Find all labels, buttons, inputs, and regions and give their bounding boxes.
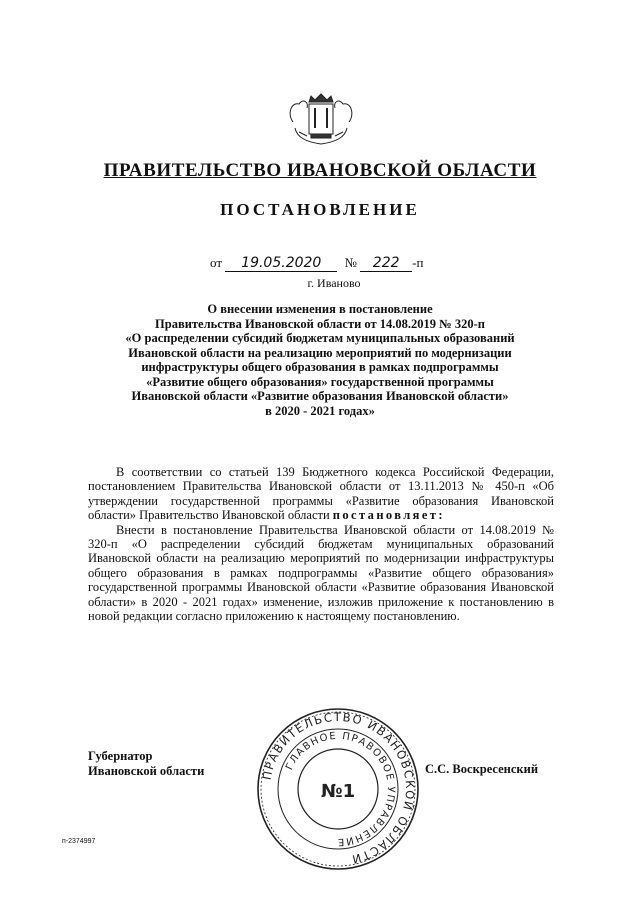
signatory-position: [88, 749, 204, 779]
city-label: г. Иваново: [307, 276, 361, 290]
body-text: [88, 465, 554, 623]
subject-line: «Развитие общего образования» государственной программы: [146, 374, 494, 389]
subject-line: Правительства Ивановской области от 14.08.2019 № 320-п: [155, 316, 485, 331]
stamp-center-number: №1: [320, 781, 356, 802]
number-suffix: -п: [412, 255, 424, 270]
signatory-name: С.С. Воскресенский: [425, 762, 539, 776]
document-date: 19.05.2020: [225, 255, 337, 272]
body-paragraph: [88, 465, 554, 523]
subject-line: Ивановской области на реализацию мероприятий по модернизации: [128, 345, 512, 360]
document-number: 222: [360, 255, 412, 272]
subject-line: «О распределении субсидий бюджетам муниципальных образований: [125, 331, 515, 345]
body-paragraph: Внести в постановление Правительства Ивановской области от 14.08.2019 № 320-п «О распределении субсидий бюджетам муниципальных образований Ивановской области на реализацию мероприятий по модернизации инфраструктуры общего образования в рамках подпрограммы «Развитие общего образования» государственной программы Ивановской области «Развитие образования Ивановской области» в 2020 - 2021 годах» изменение, изложив приложение к постановлению в новой редакции согласно приложению к настоящему постановлению.: [88, 522, 554, 624]
resolution-word: постановляет:: [332, 508, 445, 523]
subject-line: инфраструктуры общего образования в рамках подпрограммы: [141, 360, 499, 374]
paragraph-text: В соответствии со статьей 139 Бюджетного кодекса Российской Федерации, постановлением Правительства Ивановской области от 13.11.2013 № 450-п «Об утверждении государственной программы «Развитие образования Ивановской области» Правительство Ивановской области: [88, 465, 554, 523]
date-number-line: [210, 255, 423, 272]
stamp-inner-text: ГЛАВНОЕ ПРАВОВОЕ УПРАВЛЕНИЕ: [284, 730, 397, 848]
subject-line: Ивановской области «Развитие образования Ивановской области»: [131, 389, 509, 403]
subject-line: в 2020 - 2021 годах»: [265, 403, 375, 418]
position-line: Губернатор: [88, 749, 153, 763]
stamp-outer-text: ПРАВИТЕЛЬСТВО ИВАНОВСКОЙ ОБЛАСТИ: [259, 709, 418, 867]
subject-line: О внесении изменения в постановление: [207, 302, 433, 316]
document-code: п-2374997: [62, 838, 96, 845]
position-line: Ивановской области: [88, 764, 205, 778]
date-prefix: от: [210, 255, 223, 270]
official-stamp: [254, 705, 422, 873]
document-type-title: ПОСТАНОВЛЕНИЕ: [220, 200, 420, 219]
subject-block: [100, 302, 540, 418]
government-heading: ПРАВИТЕЛЬСТВО ИВАНОВСКОЙ ОБЛАСТИ: [103, 160, 537, 181]
coat-of-arms-icon: [285, 92, 357, 148]
number-sign: №: [344, 255, 357, 270]
